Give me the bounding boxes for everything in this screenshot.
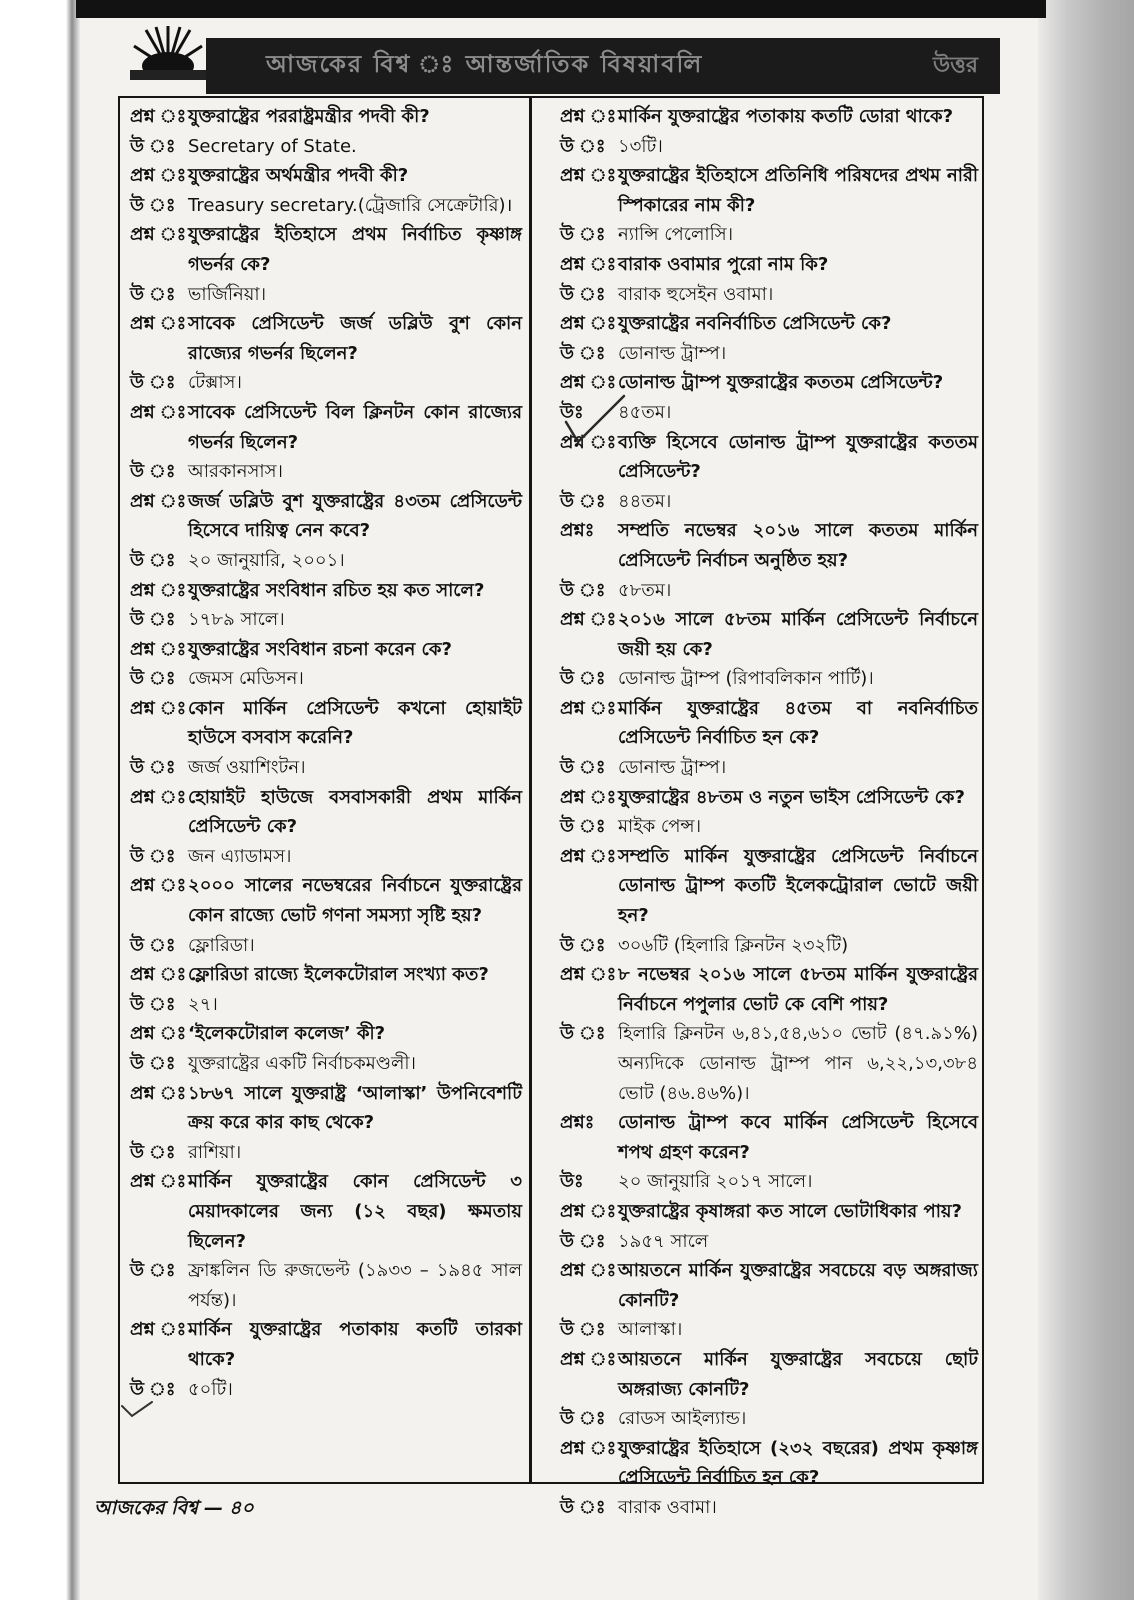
question-label: প্রশ্ন ঃ: [130, 638, 187, 660]
answer-label: উঃ: [560, 1171, 584, 1193]
answer-text: জন এ্যাডামস।: [188, 845, 292, 867]
answer-row: [560, 339, 978, 369]
question-text: সম্প্রতি নভেম্বর ২০১৬ সালে কততম মার্কিন প্রেসিডেন্ট নির্বাচন অনুষ্ঠিত হয়?: [618, 520, 978, 571]
question-text: ‘ইলেকটোরাল কলেজ’ কী?: [188, 1023, 386, 1045]
answer-row: [560, 398, 978, 428]
answer-text: ৩০৬টি (হিলারি ক্লিনটন ২৩২টি): [618, 934, 849, 956]
answer-label: উ ঃ: [560, 934, 606, 956]
question-text: মার্কিন যুক্তরাষ্ট্রের পতাকায় কতটি তারকা থাকে?: [188, 1319, 522, 1370]
question-text: মার্কিন যুক্তরাষ্ট্রের পতাকায় কতটি ডোরা থাকে?: [618, 106, 954, 127]
answer-row: [560, 1315, 978, 1345]
question-label: প্রশ্ন ঃ: [560, 1437, 617, 1459]
question-row: [130, 309, 522, 368]
question-row: [130, 1167, 522, 1256]
qa-entry: [130, 576, 522, 635]
answer-text: ২৭।: [188, 993, 218, 1015]
question-label: প্রশ্ন ঃ: [130, 165, 187, 187]
question-label: প্রশ্ন ঃ: [130, 697, 187, 719]
qa-entry: [560, 102, 978, 161]
answer-label: উ ঃ: [130, 1053, 176, 1074]
scan-left-edge: [0, 0, 80, 1600]
question-label: প্রশ্ন ঃ: [130, 875, 187, 897]
answer-row: [130, 1256, 522, 1315]
answer-text: ৪৫তম।: [618, 401, 672, 423]
question-text: যুক্তরাষ্ট্রের ৪৮তম ও নতুন ভাইস প্রেসিডেন্ট কে?: [618, 786, 965, 808]
question-label: প্রশ্নঃ: [560, 520, 595, 542]
answer-row: [130, 457, 522, 487]
qa-entry: [560, 605, 978, 694]
answer-label: উ ঃ: [130, 1260, 176, 1282]
qa-entry: [560, 1197, 978, 1256]
question-row: [130, 783, 522, 842]
answer-row: [130, 546, 522, 576]
question-label: প্রশ্ন ঃ: [130, 490, 187, 512]
question-label: প্রশ্ন ঃ: [560, 253, 617, 275]
answer-text: যুক্তরাষ্ট্রের একটি নির্বাচকমণ্ডলী।: [188, 1053, 416, 1074]
answer-text: মাইক পেন্স।: [618, 816, 702, 838]
answer-text: ১৭৮৯ সালে।: [188, 609, 285, 631]
answer-text: ন্যান্সি পেলোসি।: [618, 224, 734, 246]
answer-label: উ ঃ: [130, 283, 176, 305]
question-text: কোন মার্কিন প্রেসিডেন্ট কখনো হোয়াইট হাউসে বসবাস করেনি?: [188, 697, 522, 749]
answer-text: ২০ জানুয়ারি, ২০০১।: [188, 549, 345, 571]
header-title: আজকের বিশ্ব ঃ আন্তর্জাতিক বিষয়াবলি: [266, 50, 704, 78]
question-label: প্রশ্ন ঃ: [560, 609, 617, 631]
answer-text: ১৩টি।: [618, 135, 663, 157]
answer-row: [560, 1019, 978, 1108]
answer-text: ফ্লোরিডা।: [188, 934, 255, 956]
answer-row: [130, 1138, 522, 1168]
answer-label: উ ঃ: [130, 549, 176, 571]
question-row: [130, 1079, 522, 1138]
answer-row: [130, 605, 522, 635]
qa-entry: [560, 368, 978, 427]
answer-row: [560, 931, 978, 961]
answer-label: উ ঃ: [130, 135, 176, 157]
qa-entry: [560, 1108, 978, 1197]
question-row: [130, 960, 522, 990]
answer-row: [130, 1049, 522, 1079]
question-row: [560, 1345, 978, 1404]
qa-entry: [130, 161, 522, 220]
question-row: [130, 694, 522, 753]
answer-row: [130, 753, 522, 783]
question-text: ২০১৬ সালে ৫৮তম মার্কিন প্রেসিডেন্ট নির্বাচনে জয়ী হয় কে?: [618, 609, 978, 660]
answer-text: রাশিয়া।: [188, 1141, 242, 1163]
question-label: প্রশ্ন ঃ: [560, 964, 617, 986]
question-text: ব্যক্তি হিসেবে ডোনাল্ড ট্রাম্প যুক্তরাষ্ট্রের কততম প্রেসিডেন্ট?: [618, 431, 978, 483]
question-row: [560, 309, 978, 339]
left-column: [130, 102, 522, 1478]
answer-label: উ ঃ: [560, 342, 606, 364]
question-row: [130, 635, 522, 665]
question-row: [130, 576, 522, 606]
question-row: [560, 1197, 978, 1227]
page-footer: [94, 1494, 260, 1526]
answer-row: [130, 1375, 522, 1405]
answer-label: উ ঃ: [130, 372, 176, 394]
question-row: [560, 1108, 978, 1167]
qa-entry: [560, 516, 978, 605]
question-row: [130, 487, 522, 546]
qa-entry: [560, 960, 978, 1108]
answer-label: উ ঃ: [560, 283, 606, 305]
answer-label: উ ঃ: [130, 461, 176, 483]
column-divider: [529, 96, 532, 1484]
answer-row: [560, 1167, 978, 1197]
question-row: [130, 161, 522, 191]
question-text: যুক্তরাষ্ট্রের পররাষ্ট্রমন্ত্রীর পদবী কী?: [188, 106, 430, 127]
answer-row: [560, 1227, 978, 1257]
question-label: প্রশ্ন ঃ: [560, 372, 617, 394]
answer-row: [560, 280, 978, 310]
question-text: ডোনাল্ড ট্রাম্প যুক্তরাষ্ট্রের কততম প্রেসিডেন্ট?: [618, 372, 944, 394]
question-text: যুক্তরাষ্ট্রের ইতিহাসে প্রথম নির্বাচিত কৃষ্ণাঙ্গ গভর্নর কে?: [188, 224, 522, 275]
qa-entry: [130, 783, 522, 872]
scan-right-shadow: [1038, 0, 1134, 1600]
question-text: আয়তনে মার্কিন যুক্তরাষ্ট্রের সবচেয়ে বড় অঙ্গরাজ্য কোনটি?: [618, 1260, 978, 1311]
qa-entry: [130, 694, 522, 783]
question-text: যুক্তরাষ্ট্রের ইতিহাসে প্রতিনিধি পরিষদের প্রথম নারী স্পিকারের নাম কী?: [618, 165, 978, 216]
question-label: প্রশ্ন ঃ: [560, 431, 617, 453]
qa-entry: [130, 1079, 522, 1168]
qa-entry: [130, 398, 522, 487]
answer-label: উ ঃ: [560, 1023, 606, 1045]
question-label: প্রশ্ন ঃ: [560, 106, 617, 127]
answer-row: [560, 753, 978, 783]
answer-row: [560, 1404, 978, 1434]
question-label: প্রশ্ন ঃ: [560, 697, 617, 719]
answer-text: আলাস্কা।: [618, 1319, 683, 1341]
qa-entry: [560, 1256, 978, 1345]
question-label: প্রশ্ন ঃ: [560, 165, 617, 187]
answer-text: আরকানসাস।: [188, 461, 283, 483]
question-text: মার্কিন যুক্তরাষ্ট্রের কোন প্রেসিডেন্ট ৩ মেয়াদকালের জন্য (১২ বছর) ক্ষমতায় ছিলেন?: [188, 1171, 522, 1252]
question-row: [560, 428, 978, 487]
qa-entry: [130, 1019, 522, 1078]
answer-text: টেক্সাস।: [188, 372, 242, 394]
answer-label: উ ঃ: [130, 993, 176, 1015]
answer-label: উ ঃ: [560, 1496, 606, 1518]
answer-row: [130, 664, 522, 694]
question-text: যুক্তরাষ্ট্রের ইতিহাসে (২৩২ বছরের) প্রথম কৃষ্ণাঙ্গ প্রেসিডেন্ট নির্বাচিত হন কে?: [618, 1437, 978, 1489]
answer-label: উ ঃ: [130, 668, 176, 690]
qa-entry: [560, 161, 978, 250]
answer-text: ২০ জানুয়ারি ২০১৭ সালে।: [618, 1171, 813, 1193]
answer-label: উ ঃ: [130, 1141, 176, 1163]
question-text: যুক্তরাষ্ট্রের সংবিধান রচিত হয় কত সালে?: [188, 579, 485, 601]
publisher-logo-icon: [128, 22, 208, 84]
answer-label: উ ঃ: [560, 668, 606, 690]
answer-label: উ ঃ: [560, 1319, 606, 1341]
answer-text: জর্জ ওয়াশিংটন।: [188, 757, 306, 779]
qa-entry: [130, 635, 522, 694]
qa-entry: [560, 428, 978, 517]
right-column: [560, 102, 978, 1518]
question-label: প্রশ্ন ঃ: [560, 1260, 617, 1282]
answer-row: [130, 990, 522, 1020]
answer-text: বারাক ওবামা।: [618, 1496, 717, 1518]
question-label: প্রশ্ন ঃ: [560, 313, 617, 335]
answer-label: উ ঃ: [560, 1230, 606, 1252]
answer-label: উ ঃ: [560, 1408, 606, 1430]
question-text: সাবেক প্রেসিডেন্ট বিল ক্লিনটন কোন রাজ্যের গভর্নর ছিলেন?: [188, 401, 522, 453]
question-label: প্রশ্ন ঃ: [130, 1171, 187, 1193]
question-row: [130, 1315, 522, 1374]
qa-entry: [130, 309, 522, 398]
question-label: প্রশ্নঃ: [560, 1112, 595, 1134]
answer-label: উ ঃ: [560, 757, 606, 779]
answer-text: Secretary of State.: [188, 135, 357, 157]
question-label: প্রশ্ন ঃ: [130, 224, 187, 246]
answer-text: ভার্জিনিয়া।: [188, 283, 267, 305]
answer-row: [130, 368, 522, 398]
answer-label: উ ঃ: [560, 135, 606, 157]
answer-text: ১৯৫৭ সালে: [618, 1230, 709, 1252]
question-text: ডোনাল্ড ট্রাম্প কবে মার্কিন প্রেসিডেন্ট হিসেবে শপথ গ্রহণ করেন?: [618, 1112, 978, 1163]
footer-running-title: আজকের বিশ্ব: [94, 1497, 199, 1519]
question-label: প্রশ্ন ঃ: [130, 106, 187, 127]
question-row: [560, 368, 978, 398]
qa-entry: [560, 250, 978, 309]
answer-label: উ ঃ: [130, 194, 176, 216]
question-label: প্রশ্ন ঃ: [560, 786, 617, 808]
question-text: বারাক ওবামার পুরো নাম কি?: [618, 253, 829, 275]
qa-entry: [130, 960, 522, 1019]
qa-entry: [130, 487, 522, 576]
answer-label: উ ঃ: [560, 224, 606, 246]
answer-label: উ ঃ: [130, 609, 176, 631]
qa-entry: [130, 220, 522, 309]
question-label: প্রশ্ন ঃ: [130, 313, 187, 335]
question-text: যুক্তরাষ্ট্রের নবনির্বাচিত প্রেসিডেন্ট কে?: [618, 313, 892, 335]
footer-separator: —: [204, 1497, 224, 1519]
question-row: [560, 783, 978, 813]
answer-row: [560, 487, 978, 517]
question-row: [130, 220, 522, 279]
qa-entry: [130, 102, 522, 161]
answer-text: Treasury secretary.(ট্রেজারি সেক্রেটারি)।: [188, 194, 513, 216]
question-row: [560, 516, 978, 575]
question-label: প্রশ্ন ঃ: [130, 579, 187, 601]
answer-text: হিলারি ক্লিনটন ৬,৪১,৫৪,৬১০ ভোট (৪৭.৯১%) অন্যদিকে ডোনাল্ড ট্রাম্প পান ৬,২২,১৩,৩৮৪ ভোট (৪৬.৪৬%)।: [618, 1023, 978, 1104]
question-text: সম্প্রতি মার্কিন যুক্তরাষ্ট্রের প্রেসিডেন্ট নির্বাচনে ডোনাল্ড ট্রাম্প কতটি ইলেকট্রোরাল ভোটে জয়ী হন?: [618, 845, 978, 927]
answer-label: উ ঃ: [560, 816, 606, 838]
answer-row: [130, 191, 522, 221]
answer-label: উঃ: [560, 401, 584, 423]
question-label: প্রশ্ন ঃ: [130, 1319, 187, 1341]
answer-text: ডোনাল্ড ট্রাম্প।: [618, 342, 727, 364]
answer-label: উ ঃ: [130, 845, 176, 867]
question-text: যুক্তরাষ্ট্রের সংবিধান রচনা করেন কে?: [188, 638, 452, 660]
answer-row: [560, 132, 978, 162]
question-text: জর্জ ডব্লিউ বুশ যুক্তরাষ্ট্রের ৪৩তম প্রেসিডেন্ট হিসেবে দায়িত্ব নেন কবে?: [188, 490, 522, 542]
qa-entry: [560, 694, 978, 783]
question-label: প্রশ্ন ঃ: [130, 1023, 187, 1045]
answer-text: ৫০টি।: [188, 1378, 233, 1400]
question-label: প্রশ্ন ঃ: [560, 1200, 617, 1222]
question-label: প্রশ্ন ঃ: [560, 1348, 617, 1370]
question-label: প্রশ্ন ঃ: [130, 401, 187, 423]
qa-entry: [130, 1315, 522, 1404]
answer-row: [130, 132, 522, 162]
qa-entry: [560, 309, 978, 368]
answer-row: [130, 931, 522, 961]
question-label: প্রশ্ন ঃ: [130, 964, 187, 986]
question-row: [560, 694, 978, 753]
question-text: যুক্তরাষ্ট্রের কৃষাঙ্গরা কত সালে ভোটাধিকার পায়?: [618, 1200, 962, 1222]
answer-row: [130, 842, 522, 872]
qa-entry: [560, 1434, 978, 1523]
answer-text: ফ্রাঙ্কলিন ডি রুজভেল্ট (১৯৩৩ – ১৯৪৫ সাল পর্যন্ত)।: [188, 1260, 522, 1311]
scan-top-strip: [76, 0, 1046, 18]
answer-row: [130, 280, 522, 310]
question-row: [130, 1019, 522, 1049]
question-text: সাবেক প্রেসিডেন্ট জর্জ ডব্লিউ বুশ কোন রাজ্যের গভর্নর ছিলেন?: [188, 313, 522, 364]
page-header-bar: [206, 38, 1000, 94]
answer-text: বারাক হুসেইন ওবামা।: [618, 283, 774, 305]
question-label: প্রশ্ন ঃ: [560, 845, 617, 867]
question-row: [560, 1256, 978, 1315]
question-row: [560, 161, 978, 220]
question-text: আয়তনে মার্কিন যুক্তরাষ্ট্রের সবচেয়ে ছোট অঙ্গরাজ্য কোনটি?: [618, 1348, 978, 1400]
question-row: [560, 842, 978, 931]
question-row: [130, 871, 522, 930]
answer-text: ৫৮তম।: [618, 579, 672, 601]
question-text: ২০০০ সালের নভেম্বরের নির্বাচনে যুক্তরাষ্ট্রের কোন রাজ্যে ভোট গণনা সমস্যা সৃষ্টি হয়?: [188, 875, 522, 927]
qa-entry: [130, 1167, 522, 1315]
question-label: প্রশ্ন ঃ: [130, 1082, 187, 1104]
answer-row: [560, 812, 978, 842]
answer-label: উ ঃ: [130, 757, 176, 779]
header-section-label: উত্তর: [933, 52, 978, 78]
question-text: যুক্তরাষ্ট্রের অর্থমন্ত্রীর পদবী কী?: [188, 165, 409, 187]
question-row: [560, 102, 978, 132]
answer-text: রোডস আইল্যান্ড।: [618, 1408, 747, 1430]
qa-entry: [560, 1345, 978, 1434]
question-row: [130, 102, 522, 132]
answer-text: ৪৪তম।: [618, 490, 672, 512]
answer-row: [560, 220, 978, 250]
question-text: ফ্লোরিডা রাজ্যে ইলেকটোরাল সংখ্যা কত?: [188, 964, 489, 986]
answer-row: [560, 664, 978, 694]
answer-row: [560, 576, 978, 606]
page-number: ৪০: [229, 1497, 254, 1519]
answer-label: উ ঃ: [130, 1378, 176, 1400]
question-row: [560, 1434, 978, 1493]
question-row: [560, 605, 978, 664]
answer-label: উ ঃ: [560, 490, 606, 512]
question-row: [130, 398, 522, 457]
answer-label: উ ঃ: [130, 934, 176, 956]
answer-text: ডোনাল্ড ট্রাম্প।: [618, 757, 727, 779]
question-text: ৮ নভেম্বর ২০১৬ সালে ৫৮তম মার্কিন যুক্তরাষ্ট্রের নির্বাচনে পপুলার ভোট কে বেশি পায়?: [618, 964, 978, 1015]
question-row: [560, 960, 978, 1019]
answer-text: জেমস মেডিসন।: [188, 668, 304, 690]
qa-entry: [560, 842, 978, 960]
qa-entry: [560, 783, 978, 842]
question-label: প্রশ্ন ঃ: [130, 786, 187, 808]
question-text: হোয়াইট হাউজে বসবাসকারী প্রথম মার্কিন প্রেসিডেন্ট কে?: [188, 786, 522, 838]
answer-text: ডোনাল্ড ট্রাম্প (রিপাবলিকান পার্টি)।: [618, 668, 874, 690]
answer-label: উ ঃ: [560, 579, 606, 601]
question-row: [560, 250, 978, 280]
qa-entry: [130, 871, 522, 960]
question-text: ১৮৬৭ সালে যুক্তরাষ্ট্র ‘আলাস্কা’ উপনিবেশটি ক্রয় করে কার কাছ থেকে?: [188, 1082, 522, 1134]
question-text: মার্কিন যুক্তরাষ্ট্রের ৪৫তম বা নবনির্বাচিত প্রেসিডেন্ট নির্বাচিত হন কে?: [618, 697, 978, 749]
answer-row: [560, 1493, 978, 1523]
